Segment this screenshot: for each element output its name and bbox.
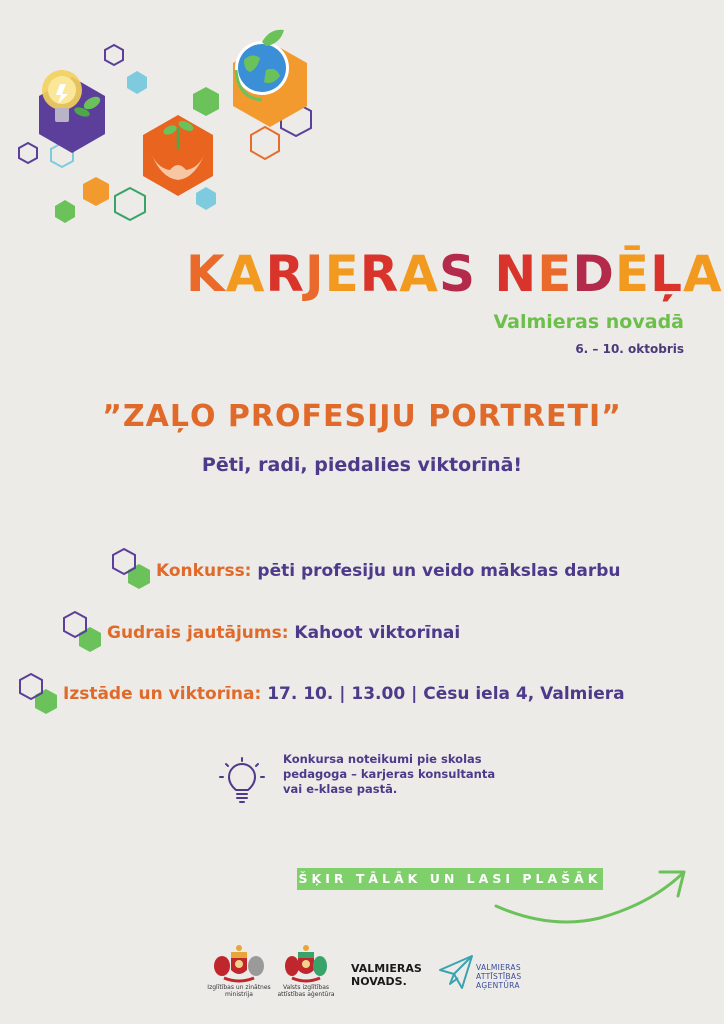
hex-filled xyxy=(127,71,147,94)
subline: Pēti, radi, piedalies viktorīnā! xyxy=(201,454,523,476)
contest-item xyxy=(156,561,621,581)
note-line: vai e-klase pastā. xyxy=(283,782,398,796)
lightbulb-icon xyxy=(39,70,105,153)
title-letter: D xyxy=(572,245,615,303)
share-banner: ŠĶIR TĀLĀK UN LASI PLAŠĀK xyxy=(297,868,603,890)
rules-note xyxy=(283,752,523,797)
izm-logo xyxy=(204,944,274,998)
coat-of-arms-icon xyxy=(204,944,274,984)
vaa-line: ATTĪSTĪBAS xyxy=(476,972,522,981)
globe-icon xyxy=(233,30,307,127)
event-dates: 6. – 10. oktobris xyxy=(575,342,684,356)
title-letter: S xyxy=(438,245,476,303)
title-letter: Ē xyxy=(614,245,651,303)
hex-filled xyxy=(83,177,109,206)
title-letter: R xyxy=(359,245,400,303)
hex-outline xyxy=(19,143,37,163)
vaa-line: AĢENTŪRA xyxy=(476,981,520,990)
hex-filled xyxy=(196,187,216,210)
viaa-name-line: attīstības aģentūra xyxy=(277,991,335,998)
item-value: Kahoot viktorīnai xyxy=(288,623,461,643)
hex-filled xyxy=(55,200,75,223)
paper-plane-icon xyxy=(438,954,474,990)
title-letter: E xyxy=(537,245,573,303)
title-letter: J xyxy=(304,245,325,303)
item-value: 17. 10. | 13.00 | Cēsu iela 4, Valmiera xyxy=(261,684,625,704)
hex-outline xyxy=(105,45,123,65)
decorative-hexagon-cluster xyxy=(0,0,330,240)
bullet-hex-icon xyxy=(110,546,156,596)
title-letter: Ļ xyxy=(650,245,683,303)
note-line: pedagoga – karjeras konsultanta xyxy=(283,767,496,781)
hex-filled xyxy=(193,87,219,116)
viaa-logo xyxy=(270,944,342,998)
title-letter: R xyxy=(265,245,305,303)
title-letter: A xyxy=(225,245,266,303)
title-letter xyxy=(476,245,494,303)
hands-sprout-icon xyxy=(143,115,213,196)
viaa-name-line: Valsts izglītības xyxy=(282,984,330,991)
note-line: Konkursa noteikumi pie skolas xyxy=(283,752,482,766)
bullet-hex-icon xyxy=(61,609,107,659)
item-label: Izstāde un viktorīna: xyxy=(63,684,262,704)
title-letter: K xyxy=(186,245,226,303)
vn-line: VALMIERAS xyxy=(351,962,422,975)
title-letter: A xyxy=(399,245,439,303)
vaa-logo-text xyxy=(476,963,521,990)
arrow-icon xyxy=(490,864,690,934)
vaa-line: VALMIERAS xyxy=(476,963,521,972)
question-item xyxy=(107,623,460,643)
coat-of-arms-icon xyxy=(270,944,342,984)
headline: ”ZAĻO PROFESIJU PORTRETI” xyxy=(102,399,622,434)
hex-outline xyxy=(115,188,145,220)
bullet-hex-icon xyxy=(17,671,63,721)
title-letter: A xyxy=(682,245,723,303)
exhibition-item xyxy=(63,684,625,704)
izm-name-line: Izglītības un zinātnes xyxy=(207,984,271,991)
vn-line: NOVADS. xyxy=(351,975,407,988)
event-title xyxy=(186,244,723,304)
idea-bulb-icon xyxy=(218,756,268,808)
title-letter: N xyxy=(494,245,538,303)
title-letter: E xyxy=(324,245,360,303)
item-label: Gudrais jautājums: xyxy=(107,623,289,643)
valmieras-novads-logo xyxy=(351,962,422,988)
izm-name-line: ministrija xyxy=(225,991,253,998)
hex-outline xyxy=(251,127,279,159)
item-value: pēti profesiju un veido mākslas darbu xyxy=(251,561,621,581)
region-label: Valmieras novadā xyxy=(493,311,684,333)
item-label: Konkurss: xyxy=(156,561,252,581)
